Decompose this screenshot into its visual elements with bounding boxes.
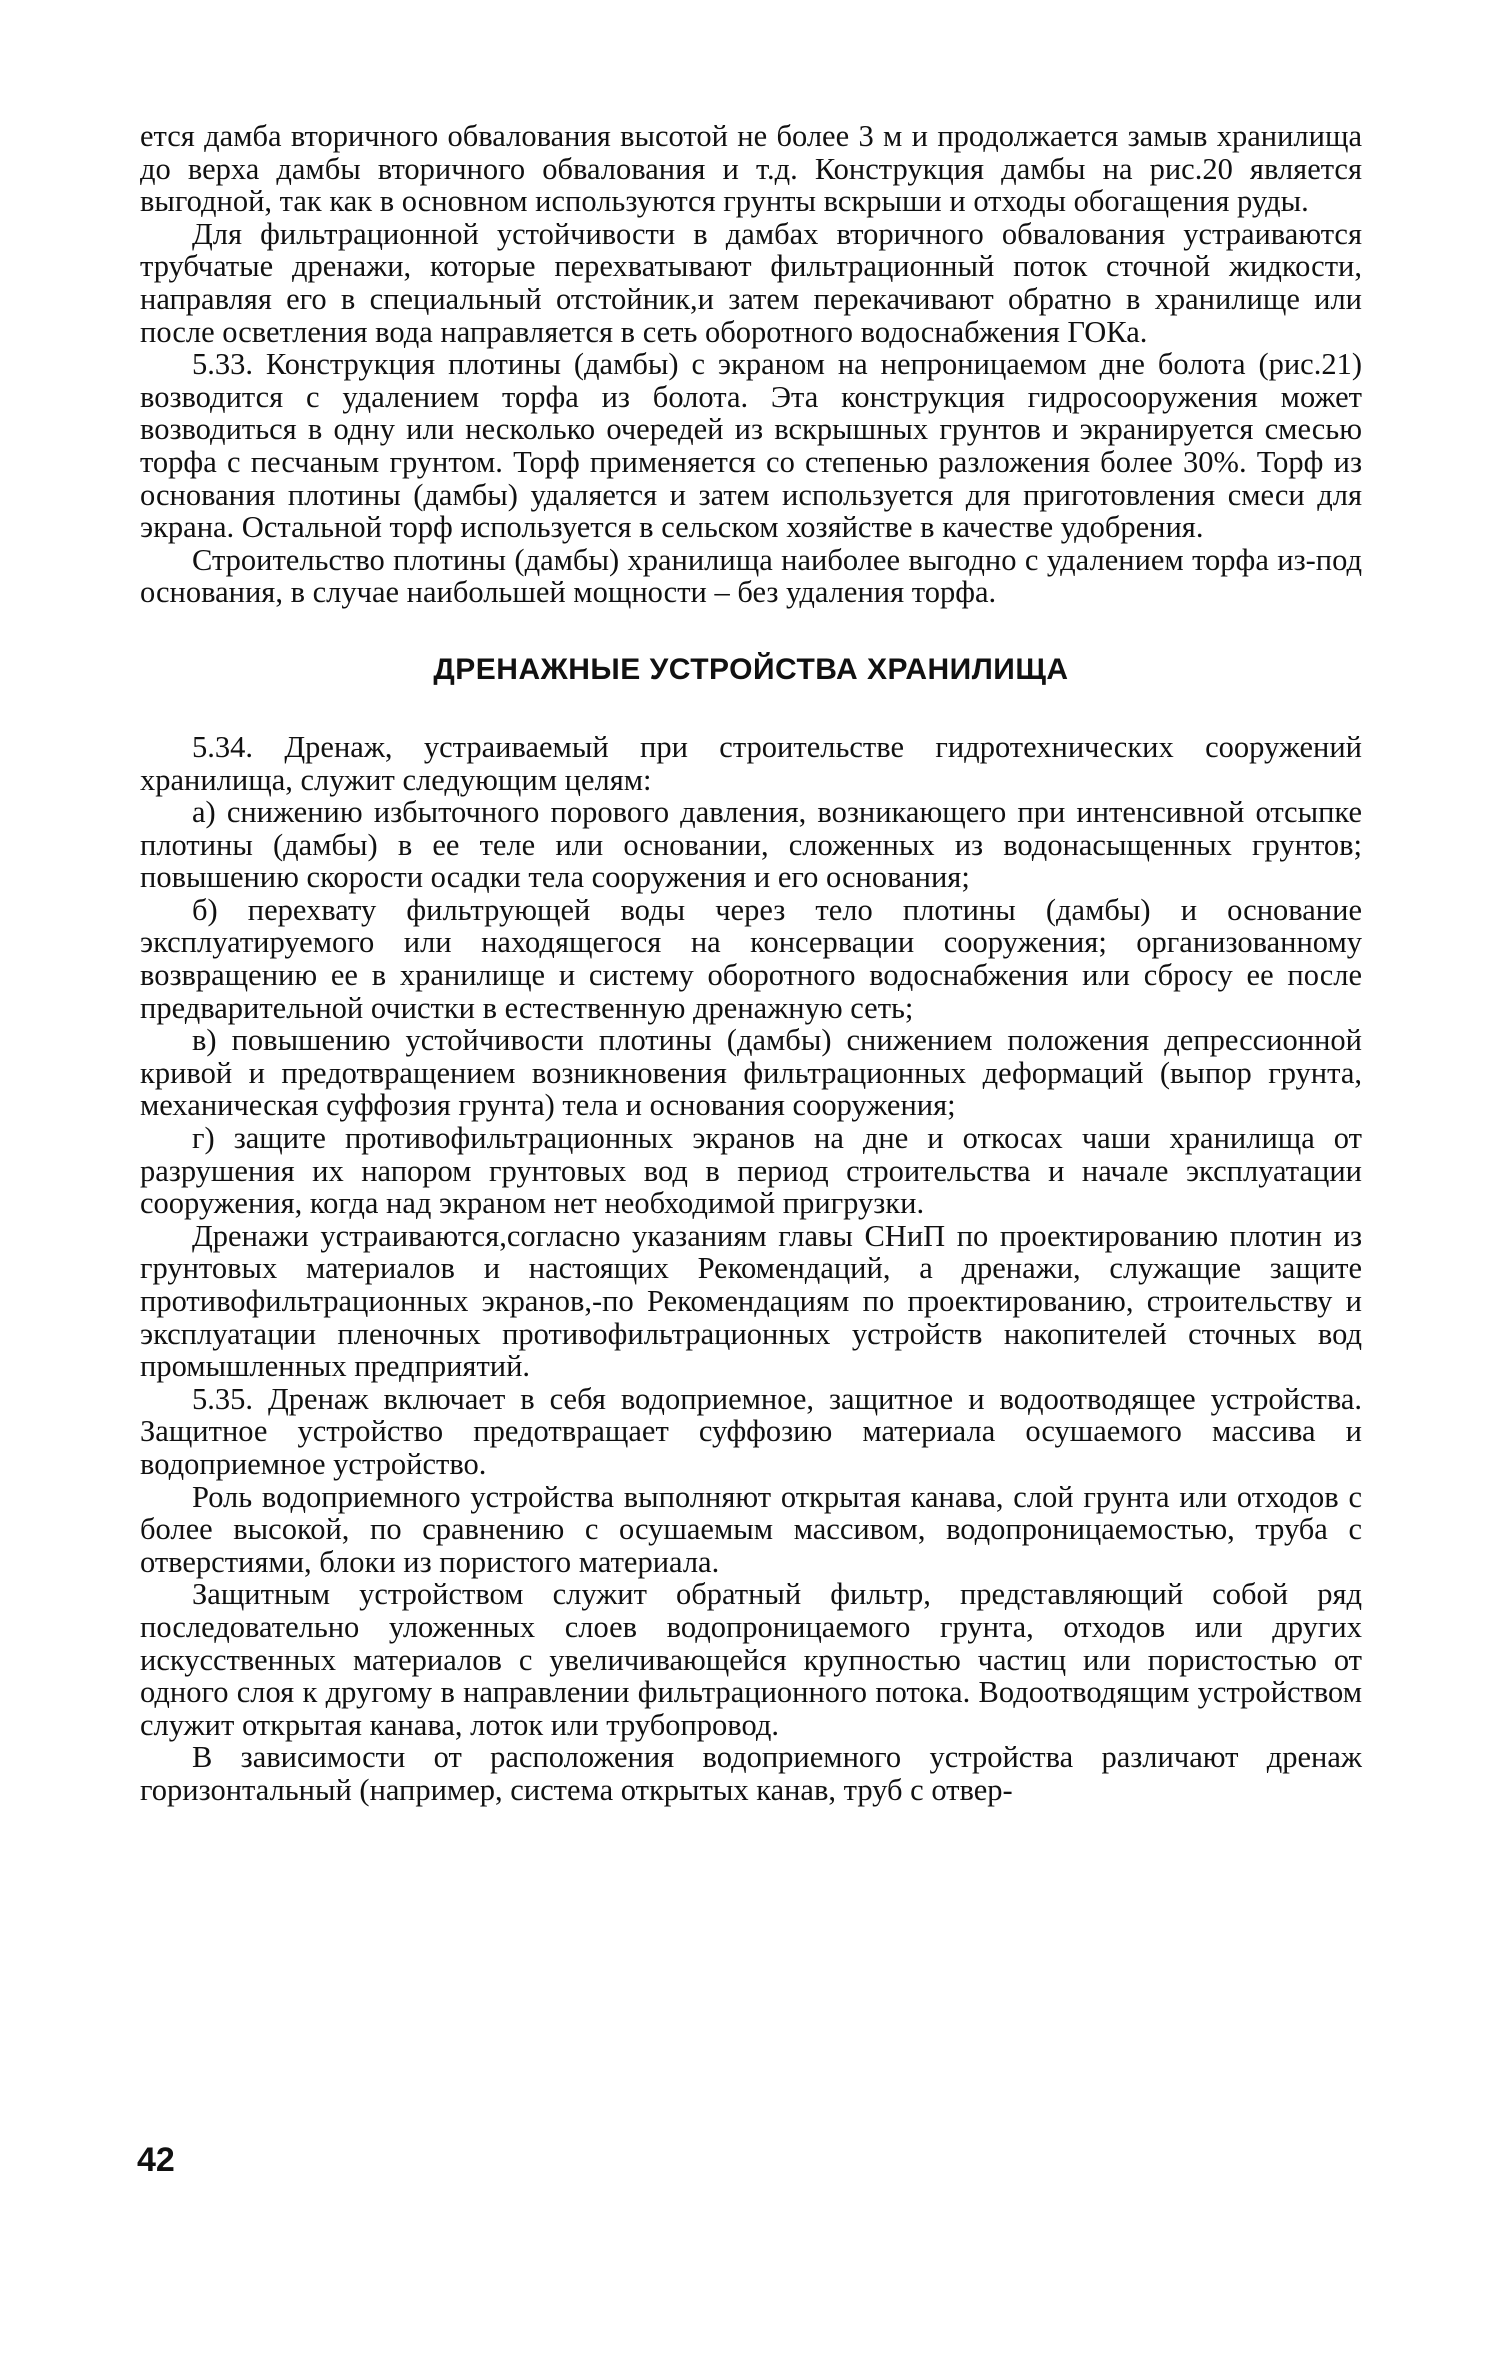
list-item: г) защите противофильтрационных экранов на дне и откосах чаши хранилища от разрушения их напором грунтовых вод в период строительства и начале эксплуатации сооружения, когда над экраном нет необходимой пригрузки. (140, 1121, 1362, 1221)
paragraph: Защитным устройством служит обратный фильтр, представляющий собой ряд последовательно уложенных слоев водопроницаемого грунта, отходов или других искусственных материалов с увеличивающейся крупностью частиц или пористостью от одного слоя к другому в направлении фильтрационного потока. Водоотводящим устройством служит открытая канава, лоток или трубопровод. (140, 1577, 1362, 1742)
paragraph: В зависимости от расположения водоприемного устройства различают дренаж горизонтальный (например, система открытых канав, труб с отвер- (140, 1740, 1362, 1807)
paragraph: ется дамба вторичного обвалования высотой не более 3 м и продолжается замыв хранилища до верха дамбы вторичного обвалования и т.д. Конструкция дамбы на рис.20 является выгодной, так как в основном используются грунты вскрыши и отходы обогащения руды. (140, 119, 1362, 219)
paragraph: Дренажи устраиваются,согласно указаниям главы СНиП по проектированию плотин из грунтовых материалов и настоящих Рекомендаций, а дренажи, служащие защите противофильтрационных экранов,-по Рекомендациям по проектированию, строительству и эксплуатации пленочных противофильтрационных устройств накопителей сточных вод промышленных предприятий. (140, 1218, 1362, 1384)
text-block-top (140, 120, 1362, 609)
paragraph: 5.33. Конструкция плотины (дамбы) с экраном на непроницаемом дне болота (рис.21) возводится с удалением торфа из болота. Эта конструкция гидросооружения может возводиться в одну или несколько очередей из вскрышных грунтов и экранируется смесью торфа с песчаным грунтом. Торф применяется со степенью разложения более 30%. Торф из основания плотины (дамбы) удаляется и затем используется для приготовления смеси для экрана. Остальной торф используется в сельском хозяйстве в качестве удобрения. (140, 347, 1362, 545)
paragraph: Роль водоприемного устройства выполняют открытая канава, слой грунта или отходов с более высокой, по сравнению с осушаемым массивом, водопроницаемостью, труба с отверстиями, блоки из пористого материала. (140, 1479, 1362, 1579)
paragraph: 5.34. Дренаж, устраиваемый при строительстве гидротехнических сооружений хранилища, служит следующим целям: (140, 729, 1362, 797)
page-number: 42 (137, 2141, 175, 2179)
paragraph: Для фильтрационной устойчивости в дамбах вторичного обвалования устраиваются трубчатые дренажи, которые перехватывают фильтрационный поток сточной жидкости, направляя его в специальный отстойник,и затем перекачивают обратно в хранилище или после осветления вода направляется в сеть оборотного водоснабжения ГОКа. (140, 216, 1362, 349)
paragraph: Строительство плотины (дамбы) хранилища наиболее выгодно с удалением торфа из-под основания, в случае наибольшей мощности – без удаления торфа. (140, 542, 1362, 610)
list-item: а) снижению избыточного порового давления, возникающего при интенсивной отсыпке плотины (дамбы) в ее теле или основании, сложенных из водонасыщенных грунтов; повышению скорости осадки тела сооружения и его основания; (140, 795, 1362, 895)
paragraph: 5.35. Дренаж включает в себя водоприемное, защитное и водоотводящее устройства. Защитное устройство предотвращает суффозию материала осушаемого массива и водоприемное устройство. (140, 1381, 1362, 1481)
section-heading: ДРЕНАЖНЫЕ УСТРОЙСТВА ХРАНИЛИЩА (433, 652, 1069, 686)
text-block-bottom (140, 731, 1362, 1807)
list-item: б) перехвату фильтрующей воды через тело плотины (дамбы) и основание эксплуатируемого или находящегося на консервации сооружения; организованному возвращению ее в хранилище и систему оборотного водоснабжения или сбросу ее после предварительной очистки в естественную дренажную сеть; (140, 892, 1362, 1025)
list-item: в) повышению устойчивости плотины (дамбы) снижением положения депрессионной кривой и предотвращением возникновения фильтрационных деформаций (выпор грунта, механическая суффозия грунта) тела и основания сооружения; (140, 1023, 1362, 1123)
document-page (140, 120, 1362, 1807)
